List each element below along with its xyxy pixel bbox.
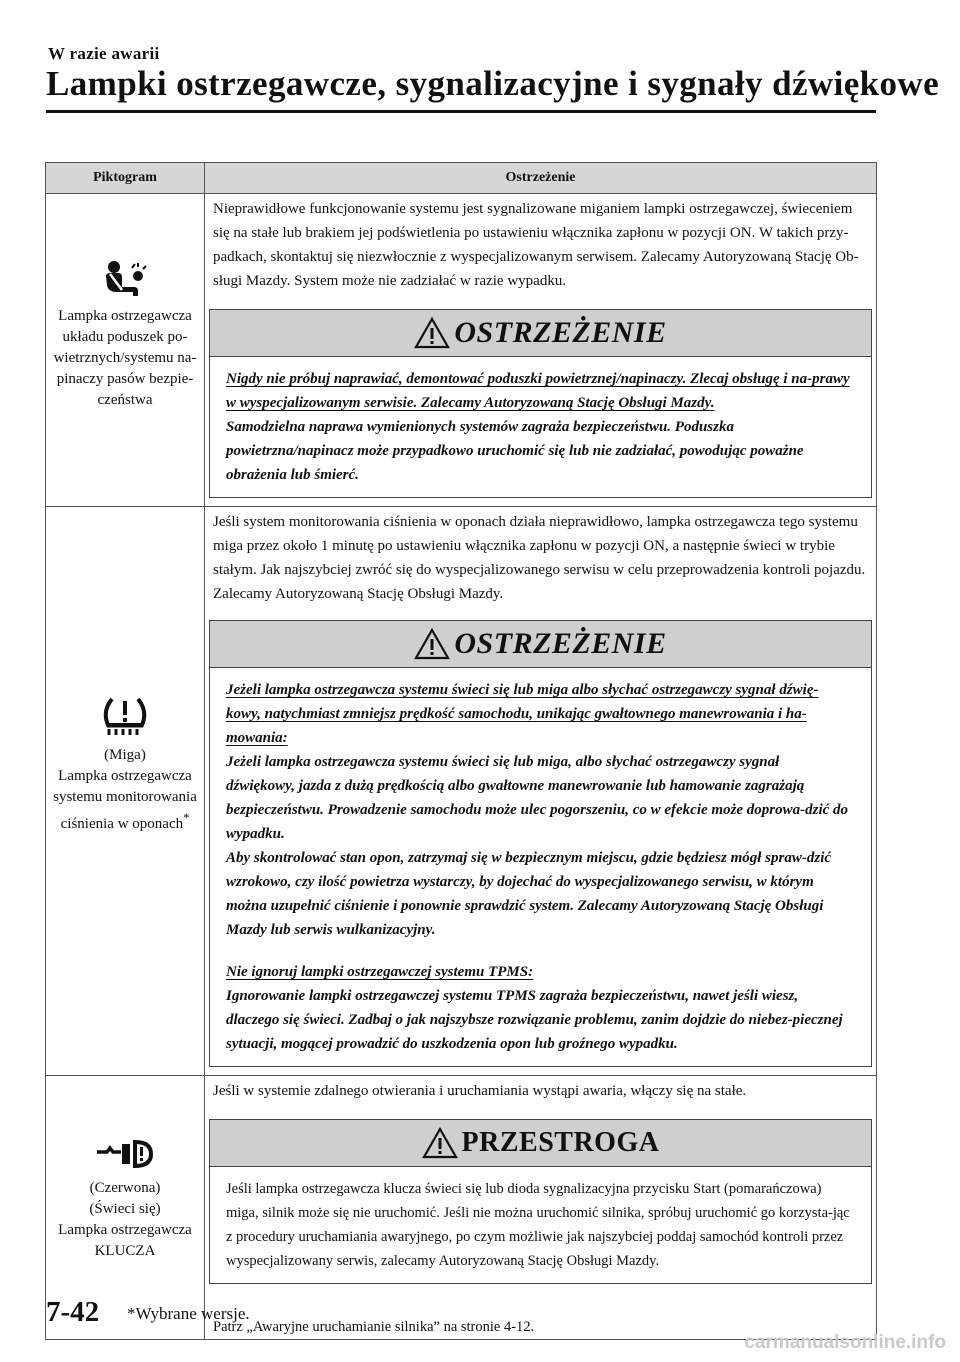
page-number: 7-42 (46, 1296, 100, 1328)
pictogram-cell (46, 194, 205, 507)
warning-text: Aby skontrolować stan opon, zatrzymaj się w bezpiecznym miejscu, gdzie będziesz mógł spraw-dzić wzrokowo, czy ilość powietrza wystarczy, by dojechać do wyspecjalizowanego serwisu, w którym można uzupełnić ciśnienie i ponownie sprawdzić system. Zalecamy Autoryzowaną Stację Obsługi Mazdy lub serwis wulkanizacyjny. (226, 850, 832, 938)
footnote: *Wybrane wersje. (127, 1304, 250, 1323)
description-text: Nieprawidłowe funkcjonowanie systemu jest sygnalizowane miganiem lampki ostrzegawczej, świeceniem się na stałe lub brakiem jej podświetlenia po ustawieniu włącznika zapłonu w pozycji ON. W takich przy-padkach, skontaktuj się niezwłocznie z wyspecjalizowanym serwisem. Zalecamy Autoryzowaną Stację Ob-sługi Mazdy. System może nie zadziałać w razie wypadku. (213, 201, 859, 289)
pictogram-cell (46, 507, 205, 1076)
pictogram-label: Lampka ostrzegawcza układu poduszek po-wietrznych/systemu na-pinaczy pasów bezpie-czeństwa (53, 308, 197, 408)
description-text: Jeśli w systemie zdalnego otwierania i uruchamiania wystąpi awaria, włączy się na stałe. (213, 1083, 747, 1099)
airbag-seatbelt-warning-icon (100, 260, 150, 300)
tire-pressure-warning-icon (100, 695, 150, 739)
warning-text: Samodzielna naprawa wymienionych systemów zagraża bezpieczeństwu. Poduszka powietrzna/napinacz może przypadkowo uruchomić się lub nie zadziałać, powodując poważne obrażenia lub śmierć. (226, 419, 804, 483)
caution-box-body: Jeśli lampka ostrzegawcza klucza świeci się lub dioda sygnalizacyjna przycisku Start (pomarańczowa) miga, silnik może się nie uruchomić. Jeśli nie można uruchomić silnika, spróbuj uruchomić go korzysta-jąc z procedury uruchamiania awaryjnego, po czym możliwie jak najszybciej poddaj samochód kontroli przez wyspecjalizowany serwis, zalecamy Autoryzowaną Stację Obsługi Mazdy. (226, 1181, 850, 1269)
description-text: Jeśli system monitorowania ciśnienia w oponach działa nieprawidłowo, lampka ostrzegawcza tego systemu miga przez około 1 minutę po ustawieniu włącznika zapłonu w pozycji ON, a następnie świeci w trybie stałym. Jak najszybciej zwróć się do wyspecjalizowanego serwisu w celu przeprowadzenia kontroli pojazdu. Zalecamy Autoryzowaną Stację Obsługi Mazdy. (213, 514, 866, 602)
section-label: W razie awarii (48, 44, 160, 63)
warning-box-title: OSTRZEŻENIE (454, 316, 667, 349)
warning-box-body (210, 668, 871, 1066)
pictogram-state: (Czerwona) (89, 1180, 161, 1196)
table-row (46, 1076, 877, 1340)
pictogram-label: Lampka ostrzegawcza systemu monitorowania ciśnienia w oponach* (53, 768, 197, 832)
description-cell (205, 194, 877, 507)
warning-triangle-icon (422, 1127, 458, 1159)
warning-triangle-icon (414, 317, 450, 349)
pictogram-label: Lampka ostrzegawcza KLUCZA (58, 1222, 192, 1259)
page-reference: Patrz „Awaryjne uruchamianie silnika” na stronie 4-12. (213, 1319, 535, 1335)
caution-box-title: PRZESTROGA (461, 1127, 660, 1158)
column-header-pictogram: Piktogram (46, 163, 205, 194)
warning-triangle-icon (414, 628, 450, 660)
pictogram-state: (Świeci się) (89, 1201, 161, 1217)
warning-box-header (210, 621, 871, 668)
warning-lights-table (45, 162, 877, 1340)
warning-box (209, 620, 872, 1067)
warning-lead: Nie ignoruj lampki ostrzegawczej systemu TPMS: (226, 964, 534, 980)
description-cell (205, 1076, 877, 1340)
table-row (46, 507, 877, 1076)
table-header-row (46, 163, 877, 194)
warning-box-header (210, 310, 871, 357)
key-warning-icon (95, 1136, 155, 1172)
caution-box-header (210, 1120, 871, 1167)
warning-text: Ignorowanie lampki ostrzegawczej systemu TPMS zagraża bezpieczeństwu, nawet jeśli wiesz, dlaczego się świeci. Zadbaj o jak najszybsze rozwiązanie problemu, zanim dojdzie do niebez-piecznej sytuacji, mogącej prowadzić do uszkodzenia opon lub groźnego wypadku. (226, 988, 843, 1052)
warning-box (209, 309, 872, 498)
warning-lead: Jeżeli lampka ostrzegawcza systemu świeci się lub miga albo słychać ostrzegawczy sygnał dźwię-kowy, natychmiast zmniejsz prędkość samochodu, unikając gwałtownego manewrowania i ha-mowania: (226, 682, 819, 746)
pictogram-state: (Miga) (104, 747, 146, 763)
column-header-warning: Ostrzeżenie (205, 163, 877, 194)
table-row (46, 194, 877, 507)
warning-box-body (210, 357, 871, 497)
title-rule (46, 110, 876, 113)
caution-box (209, 1119, 872, 1284)
warning-box-title: OSTRZEŻENIE (454, 627, 667, 660)
warning-text: Jeżeli lampka ostrzegawcza systemu świeci się lub miga, albo słychać ostrzegawczy sygnał dźwiękowy, jazda z dużą prędkością albo gwałtowne manewrowanie lub hamowanie zagrażają bezpieczeństwu. Prowadzenie samochodu może ulec pogorszeniu, co w efekcie może doprowa-dzić do wypadku. (226, 754, 849, 842)
description-cell (205, 507, 877, 1076)
watermark: carmanualsonline.info (744, 1332, 946, 1353)
warning-lead: Nigdy nie próbuj naprawiać, demontować poduszki powietrznej/napinaczy. Zlecaj obsługę i na-prawy w wyspecjalizowanym serwisie. Zalecamy Autoryzowaną Stację Obsługi Mazdy. (226, 371, 850, 411)
page-title: Lampki ostrzegawcze, sygnalizacyjne i sygnały dźwiękowe (46, 64, 940, 103)
